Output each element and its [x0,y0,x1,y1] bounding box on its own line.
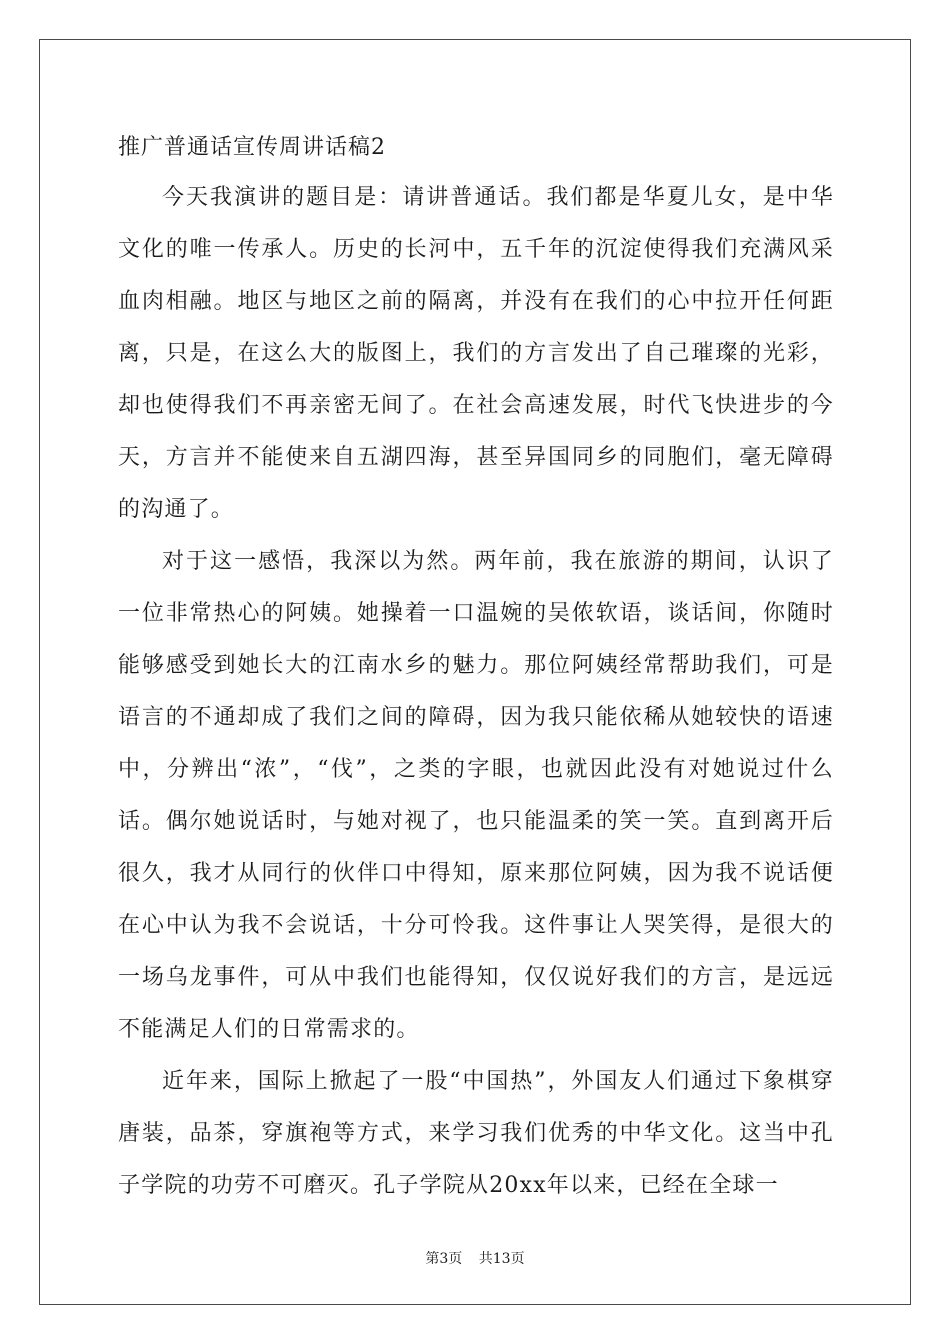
page-total: 共13页 [478,1251,525,1267]
page-number: 第3页 [425,1251,463,1267]
page-footer [0,1248,950,1268]
document-body [118,128,834,1212]
paragraph-3: 近年来，国际上掀起了一股“中国热”，外国友人们通过下象棋穿唐装，品茶，穿旗袍等方式，来学习我们优秀的中华文化。这当中孔子学院的功劳不可磨灭。孔子学院从20xx年以来，已经在全球一 [118,1069,834,1198]
paragraph-2: 对于这一感悟，我深以为然。两年前，我在旅游的期间，认识了一位非常热心的阿姨。她操着一口温婉的吴侬软语，谈话间，你随时能够感受到她长大的江南水乡的魅力。那位阿姨经常帮助我们，可是语言的不通却成了我们之间的障碍，因为我只能依稀从她较快的语速中，分辨出“浓”，“伐”，之类的字眼，也就因此没有对她说过什么话。偶尔她说话时，与她对视了，也只能温柔的笑一笑。直到离开后很久，我才从同行的伙伴口中得知，原来那位阿姨，因为我不说话便在心中认为我不会说话，十分可怜我。这件事让人哭笑得，是很大的一场乌龙事件，可从中我们也能得知，仅仅说好我们的方言，是远远不能满足人们的日常需求的。 [118,549,834,1042]
paragraph-1: 今天我演讲的题目是：请讲普通话。我们都是华夏儿女，是中华文化的唯一传承人。历史的长河中，五千年的沉淀使得我们充满风采血肉相融。地区与地区之前的隔离，并没有在我们的心中拉开任何距离，只是，在这么大的版图上，我们的方言发出了自己璀璨的光彩，却也使得我们不再亲密无间了。在社会高速发展，时代飞快进步的今天，方言并不能使来自五湖四海，甚至异国同乡的同胞们，毫无障碍的沟通了。 [118,185,834,522]
document-title: 推广普通话宣传周讲话稿2 [118,135,386,160]
